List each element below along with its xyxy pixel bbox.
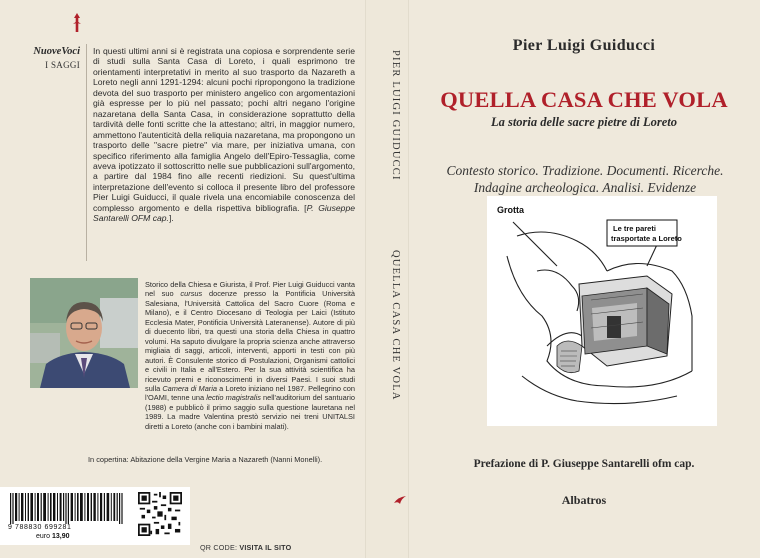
blurb-text: [93, 46, 355, 224]
label-grotta: Grotta: [497, 205, 524, 215]
price: [36, 533, 70, 540]
blurb-body: In questi ultimi anni si è registrata una copiosa e sorprendente serie di studi sulla Santa Casa di Loreto, i quali esprimono tre orientamenti interpretativi in merito al suo trasporto da Nazareth a Loreto negli anni 1291-1294: alcuni pochi ripropongono la tradizione devota del suo trasporto per ministero angelico con argomentazioni già espresse per lo più nel passato; pochi altri negano l'origine nazaretana della Santa Casa, in considerazione soprattutto della tardività delle fonti scritte che la attestano; altri, in maggior numero, ammettono l'autenticità della reliquia nazaretana, ma propongono un trasporto delle "sacre pietre" via mare, per iniziativa umana, con specifico riferimento alla famiglia Angelo dell'Epiro-Tessaglia, come aveva ipotizzato il sottoscritto nelle sue pubblicazioni sull'argomento, a partire dal 1984 fino alle recenti riedizioni. Su quest'ultima interpretazione dell'evento si colloca il presente libro del professore Pier Luigi Guiducci, il quale rivela una encomiabile conoscenza del complesso argomento e della rispettiva bibliografia. [: [93, 46, 355, 213]
qr-link[interactable]: VISITA IL SITO: [239, 543, 292, 552]
barcode: [8, 493, 128, 524]
author-bio: [145, 280, 355, 431]
tagline-line: Contesto storico. Tradizione. Documenti. Ricerche.: [446, 163, 724, 178]
bio-text: docenze presso la Pontificia Università Salesiana, l'Università Cattolica del Sacro Cuore (Roma e Milano), e il Centro Diocesano di Teologia per Laici (Istituto Ecclesia Mater, Pontificia Università Lateranense). Autore di più di duecento libri, tra questi una storia della Chiesa in quattro volumi. Ha saputo divulgare la propria scienza anche attraverso migliaia di saggi, articoli, interventi, apporti in testi con più autori. È Consulente storico di Postulazioni, Organismi cattolici e civili in Italia e all'Estero. Per la sua attività scientifica ha ricevuto premi e riconoscimenti in diversi Paesi. I suoi studi sulla: [145, 289, 355, 393]
publisher-logo-icon: [393, 495, 407, 505]
price-value: 13,90: [51, 533, 70, 540]
isbn-number: 9 788830 699281: [8, 524, 72, 531]
book-title: QUELLA CASA CHE VOLA: [440, 87, 728, 112]
bio-italic: lectio magistralis: [206, 393, 261, 403]
tagline-line: Indagine archeologica. Analisi. Evidenze: [473, 180, 697, 195]
blurb-end: ].: [168, 213, 174, 224]
spine-author: PIER LUIGI GUIDUCCI: [390, 50, 401, 181]
blurb-signature: P. Giuseppe Santarelli OFM cap.: [93, 202, 356, 224]
qr-prefix: QR CODE:: [200, 543, 240, 552]
label-pareti: Le tre pareti: [613, 224, 656, 233]
label-pareti: trasportate a Loreto: [611, 234, 682, 243]
publisher-name: Albatros: [561, 493, 607, 507]
series-logo-icon: [70, 12, 84, 34]
cover-illustration: [487, 196, 717, 426]
cover-caption: In copertina: Abitazione della Vergine Maria a Nazareth (Nanni Monelli).: [88, 455, 323, 464]
bio-italic: Camera di Maria: [162, 383, 218, 393]
qr-code[interactable]: [138, 492, 182, 536]
author-name: Pier Luigi Guiducci: [512, 37, 656, 54]
book-subtitle: La storia delle sacre pietre di Loreto: [490, 115, 678, 129]
bio-italic: cursus: [180, 289, 203, 299]
bio-text: Storico della Chiesa e Giurista, il Prof. Pier Luigi Guiducci vanta nel suo: [145, 280, 355, 299]
bio-text: a Loreto iniziano nel 1987. Pellegrino con l'OAMI, tenne una: [145, 383, 355, 403]
spine: [365, 0, 409, 558]
series-subtitle: I SAGGI: [45, 60, 80, 70]
qr-caption[interactable]: [200, 543, 291, 552]
preface-credit: Prefazione di P. Giuseppe Santarelli ofm cap.: [473, 458, 695, 470]
book-tagline: [420, 162, 750, 196]
author-photo: [30, 278, 138, 388]
series-name: NuoveVoci: [33, 46, 80, 57]
price-label: euro: [36, 533, 51, 540]
divider: [86, 44, 87, 261]
bio-text: nell'auditorium del santuario (1988) e pubblicò il primo saggio sulla questione lauretana nel 1989. La madre Valentina prestò servizio nei treni UNITALSI diretti a Loreto (anche con i bambini malati).: [145, 393, 355, 431]
spine-title: QUELLA CASA CHE VOLA: [390, 250, 401, 401]
